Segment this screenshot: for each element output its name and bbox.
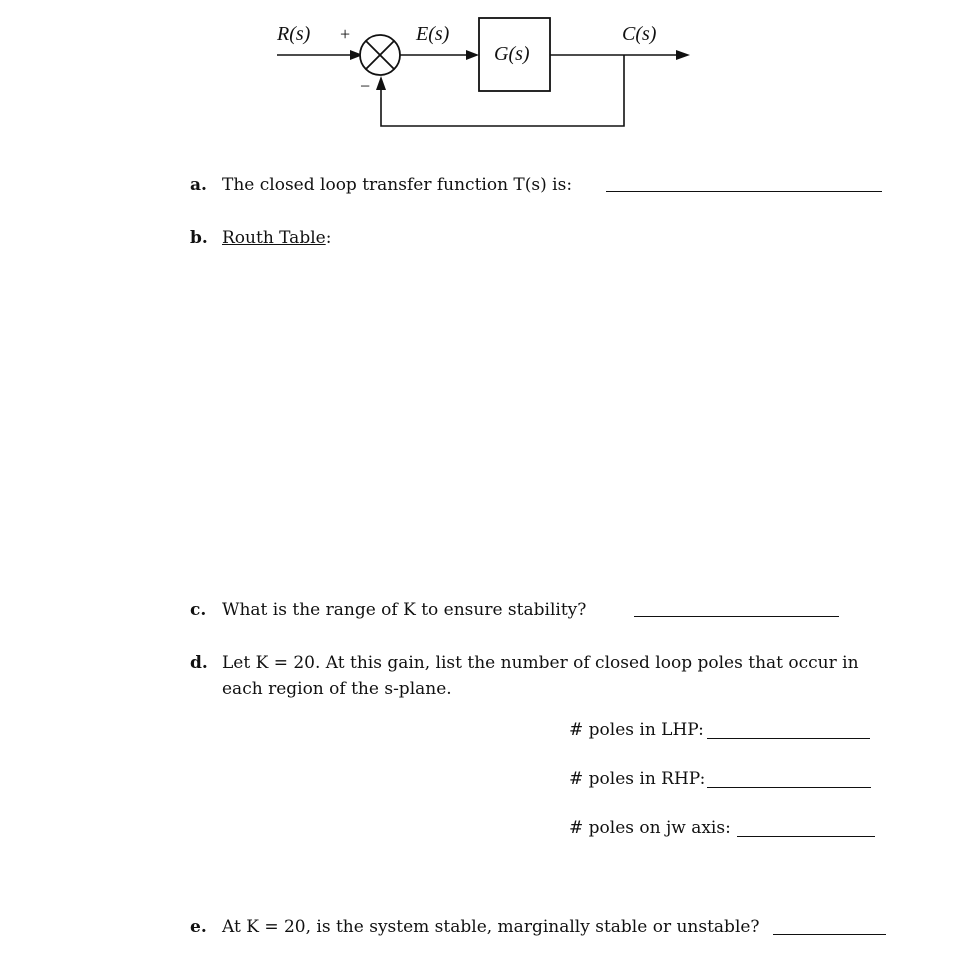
- question-e-text: At K = 20, is the system stable, marginally stable or unstable?: [222, 917, 760, 937]
- poles-lhp-blank[interactable]: [707, 738, 870, 739]
- answer-a-blank[interactable]: [606, 191, 882, 192]
- block-diagram: [0, 0, 975, 140]
- poles-rhp-blank[interactable]: [707, 787, 871, 788]
- question-b-letter: b.: [190, 228, 208, 248]
- minus-sign: −: [360, 76, 371, 96]
- question-d-line2: each region of the s-plane.: [222, 679, 452, 699]
- question-a-text: The closed loop transfer function T(s) is:: [222, 175, 573, 195]
- poles-jw-label: # poles on jw axis:: [569, 818, 731, 838]
- block-label: G(s): [494, 43, 530, 65]
- output-label: C(s): [622, 23, 657, 45]
- routh-table-colon: :: [325, 228, 332, 248]
- input-label: R(s): [277, 23, 311, 45]
- poles-jw-blank[interactable]: [737, 836, 875, 837]
- feedback-arrow: [376, 76, 386, 90]
- plus-sign: +: [340, 24, 351, 44]
- output-arrow: [676, 50, 690, 60]
- error-label: E(s): [416, 23, 450, 45]
- poles-rhp-label: # poles in RHP:: [569, 769, 706, 789]
- routh-table-area[interactable]: [222, 262, 882, 582]
- routh-table-title: Routh Table: [222, 228, 326, 248]
- question-b-heading: [222, 225, 331, 251]
- question-d-letter: d.: [190, 653, 208, 673]
- question-e-letter: e.: [190, 917, 207, 937]
- question-c-text: What is the range of K to ensure stability?: [222, 600, 587, 620]
- question-a-letter: a.: [190, 175, 207, 195]
- error-arrow: [466, 50, 479, 60]
- answer-e-blank[interactable]: [773, 934, 886, 935]
- question-c-letter: c.: [190, 600, 207, 620]
- answer-c-blank[interactable]: [634, 616, 839, 617]
- poles-lhp-label: # poles in LHP:: [569, 720, 704, 740]
- question-d-line1: Let K = 20. At this gain, list the number of closed loop poles that occur in: [222, 653, 859, 673]
